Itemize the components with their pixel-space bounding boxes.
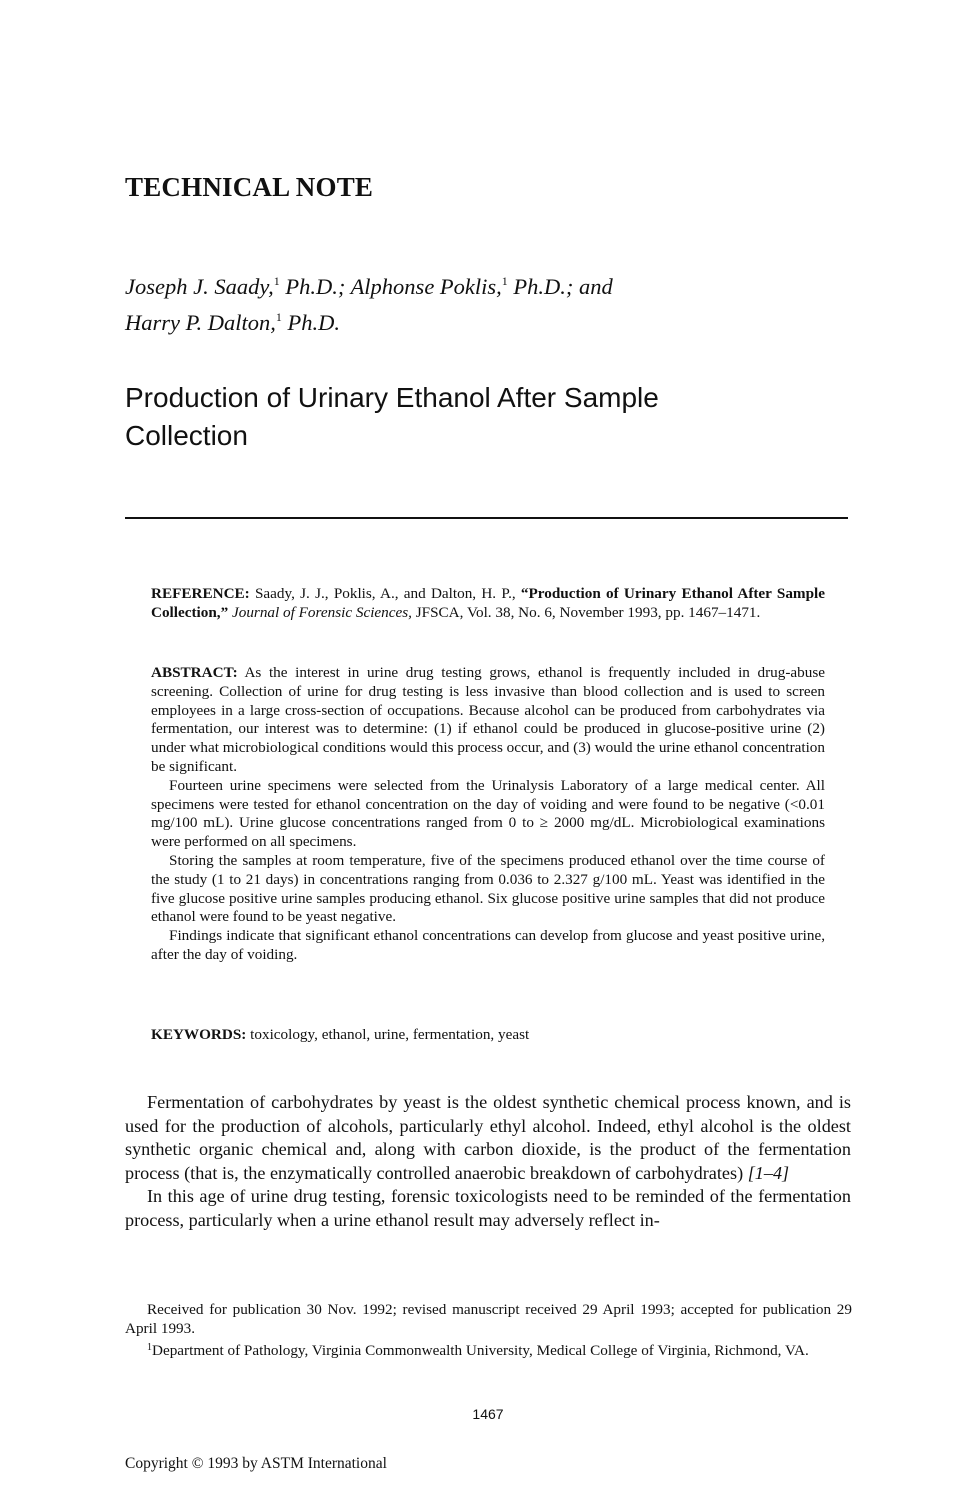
abstract-paragraph: Fourteen urine specimens were selected from the Urinalysis Laboratory of a large medical center. All specimens were tested for ethanol concentration on the day of voiding and were found to be negative (<0.01 mg/100 mL). Urine glucose concentrations ranged from 0 to ≥ 2000 mg/dL. Microbiological examinations were performed on all specimens. (151, 776, 825, 851)
abstract-paragraph: Storing the samples at room temperature, five of the specimens produced ethanol over the time course of the study (1 to 21 days) in concentrations ranging from 0.036 to 2.327 g/100 mL. Yeast was identified in the five glucose positive urine samples producing ethanol. Six glucose positive urine samples that did not produce ethanol were found to be yeast negative. (151, 851, 825, 926)
reference-details: JFSCA, Vol. 38, No. 6, November 1993, pp. 1467–1471. (411, 603, 761, 621)
author-list (125, 266, 845, 338)
title-line-2: Collection (125, 420, 248, 451)
copyright-notice: Copyright © 1993 by ASTM International (125, 1455, 387, 1472)
title-divider (125, 517, 848, 519)
title-line-1: Production of Urinary Ethanol After Sample (125, 382, 659, 413)
page-number: 1467 (472, 1406, 504, 1422)
affiliation-marker: 1 (147, 1342, 152, 1353)
reference-article-title: “Production of Urinary Ethanol After Sample Collection,” (151, 585, 825, 621)
affiliation-note (125, 1338, 852, 1360)
abstract-paragraph (151, 664, 825, 777)
reference-authors: Saady, J. J., Poklis, A., and Dalton, H. P., (249, 585, 521, 602)
author-name: Joseph J. Saady, (125, 274, 274, 299)
body-paragraph-text: Fermentation of carbohydrates by yeast is the oldest synthetic chemical process known, and is used for the production of alcohols, particularly ethyl alcohol. Indeed, ethyl alcohol is the oldest synthetic organic chemical and, along with carbon dioxide, is the product of the fermentation process (that is, the enzymatically controlled anaerobic breakdown of carbohydrates) (125, 1092, 851, 1183)
abstract-text: As the interest in urine drug testing grows, ethanol is frequently included in drug-abuse screening. Collection of urine for drug testing is less invasive than blood collection and is used to screen employees in a large cross-section of occupations. Because alcohol can be produced from carbohydrates via fermentation, our interest was to determine: (1) if ethanol could be produced in glucose-positive urine (2) under what microbiological conditions would this process occur, and (3) would the urine ethanol concentration be significant. (151, 664, 825, 775)
body-text (125, 1091, 851, 1232)
reference-block (151, 585, 825, 623)
affiliation-marker: 1 (501, 274, 508, 288)
author-degree: Ph.D. (281, 310, 340, 335)
reference-journal: Journal of Forensic Sciences, (228, 603, 412, 621)
abstract-paragraph: Findings indicate that significant ethanol concentrations can develop from glucose and yeast positive urine, after the day of voiding. (151, 927, 825, 963)
abstract-label: ABSTRACT: (151, 664, 238, 681)
author-name: Harry P. Dalton, (125, 310, 276, 335)
reference-label: REFERENCE: (151, 585, 250, 602)
keywords-text: toxicology, ethanol, urine, fermentation, yeast (246, 1026, 530, 1043)
article-title (125, 379, 845, 455)
body-paragraph: In this age of urine drug testing, forensic toxicologists need to be reminded of the fermentation process, particularly when a urine ethanol result may adversely reflect in- (125, 1186, 851, 1230)
affiliation-text: Department of Pathology, Virginia Commonwealth University, Medical College of Virginia, Richmond, VA. (152, 1342, 809, 1359)
author-degree: Ph.D.; (279, 274, 351, 299)
keywords-label: KEYWORDS: (151, 1026, 247, 1043)
affiliation-marker: 1 (275, 310, 282, 324)
section-heading: TECHNICAL NOTE (125, 172, 374, 202)
citation: [1–4] (747, 1162, 790, 1183)
abstract-block (151, 664, 825, 965)
footnotes (125, 1300, 852, 1360)
body-paragraph (125, 1091, 851, 1185)
author-degree: Ph.D.; and (507, 274, 613, 299)
received-note: Received for publication 30 Nov. 1992; revised manuscript received 29 April 1993; accepted for publication 29 April 1993. (125, 1301, 852, 1337)
affiliation-marker: 1 (273, 274, 280, 288)
keywords-block (151, 1026, 825, 1045)
author-name: Alphonse Poklis, (350, 274, 502, 299)
